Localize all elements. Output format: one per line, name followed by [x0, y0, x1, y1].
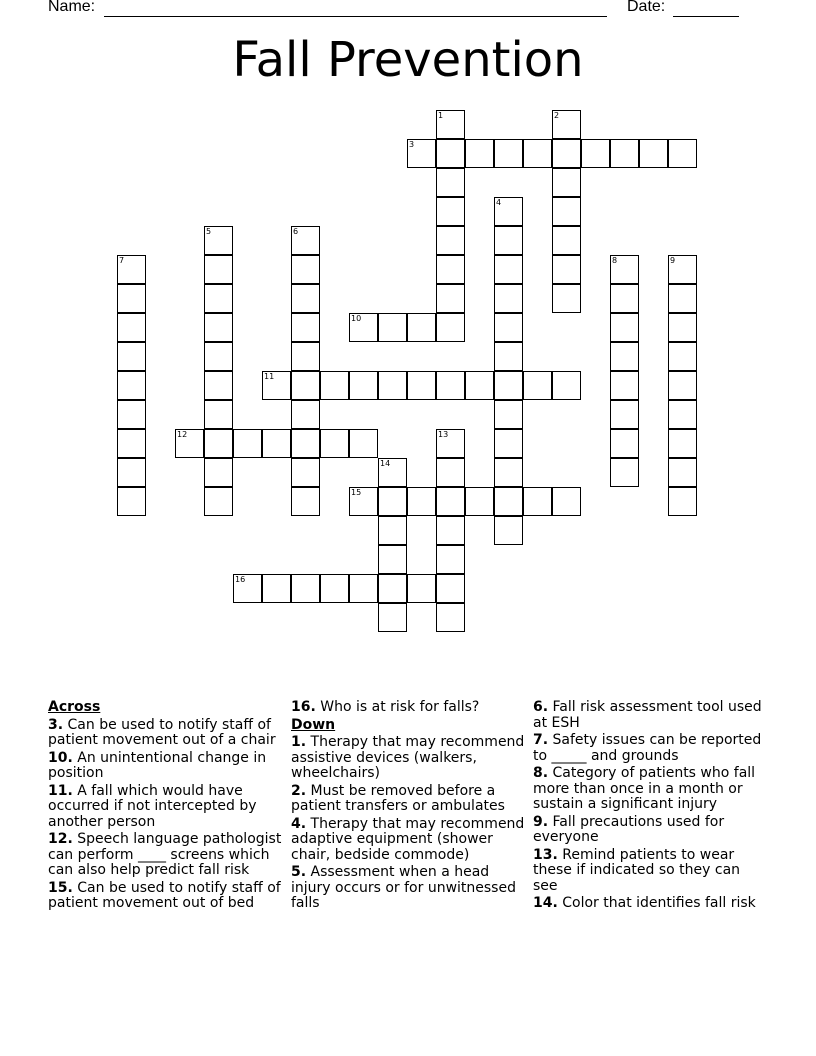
- grid-cell[interactable]: [320, 371, 349, 400]
- clue-number: 13: [438, 430, 449, 439]
- grid-cell[interactable]: [436, 284, 465, 313]
- grid-cell[interactable]: [668, 487, 697, 516]
- grid-cell[interactable]: [349, 429, 378, 458]
- clue-number: 4: [496, 198, 502, 207]
- grid-cell[interactable]: [378, 313, 407, 342]
- clue-down-4: 4. Therapy that may recommend adaptive equipment (shower chair, bedside commode): [291, 815, 525, 863]
- grid-cell[interactable]: [378, 371, 407, 400]
- grid-cell[interactable]: [204, 458, 233, 487]
- clue-across-3: 3. Can be used to notify staff of patient movement out of a chair: [48, 716, 276, 748]
- grid-cell[interactable]: [291, 313, 320, 342]
- grid-cell[interactable]: [204, 313, 233, 342]
- grid-cell[interactable]: [204, 342, 233, 371]
- grid-cell[interactable]: [668, 458, 697, 487]
- grid-cell[interactable]: [349, 574, 378, 603]
- clue-across-12: 12. Speech language pathologist can perform ____ screens which can also help predict fall risk: [48, 831, 282, 878]
- date-label: Date:: [627, 0, 666, 15]
- grid-cell[interactable]: [378, 487, 407, 516]
- grid-cell[interactable]: [523, 371, 552, 400]
- grid-cell[interactable]: [291, 400, 320, 429]
- grid-cell[interactable]: [291, 284, 320, 313]
- grid-cell[interactable]: [291, 371, 320, 400]
- grid-cell[interactable]: [668, 429, 697, 458]
- grid-cell[interactable]: [552, 197, 581, 226]
- grid-cell[interactable]: [117, 371, 146, 400]
- grid-cell[interactable]: [668, 139, 697, 168]
- clue-number: 9: [670, 256, 676, 265]
- grid-cell[interactable]: [407, 487, 436, 516]
- clue-across-15: 15. Can be used to notify staff of patient movement out of bed: [48, 879, 281, 911]
- grid-cell[interactable]: [117, 284, 146, 313]
- grid-cell[interactable]: [436, 487, 465, 516]
- grid-cell[interactable]: [494, 429, 523, 458]
- grid-cell[interactable]: [610, 371, 639, 400]
- grid-cell[interactable]: [523, 487, 552, 516]
- grid-cell[interactable]: [552, 139, 581, 168]
- grid-cell[interactable]: [436, 603, 465, 632]
- clue-number: 7: [119, 256, 125, 265]
- clue-number: 3: [409, 140, 415, 149]
- grid-cell[interactable]: [494, 516, 523, 545]
- clue-number: 10: [351, 314, 362, 323]
- grid-cell[interactable]: [117, 458, 146, 487]
- grid-cell[interactable]: [320, 429, 349, 458]
- clue-down-14: 14. Color that identifies fall risk: [533, 895, 756, 911]
- grid-cell[interactable]: [407, 313, 436, 342]
- grid-cell[interactable]: [436, 197, 465, 226]
- clue-across-10: 10. An unintentional change in position: [48, 749, 267, 781]
- grid-cell[interactable]: [436, 255, 465, 284]
- grid-cell[interactable]: [552, 226, 581, 255]
- grid-cell[interactable]: [552, 487, 581, 516]
- grid-cell[interactable]: [494, 487, 523, 516]
- grid-cell[interactable]: [291, 429, 320, 458]
- grid-cell[interactable]: [494, 139, 523, 168]
- grid-cell[interactable]: [117, 400, 146, 429]
- clue-number: 12: [177, 430, 188, 439]
- grid-cell[interactable]: [378, 516, 407, 545]
- clue-number: 6: [293, 227, 299, 236]
- grid-cell[interactable]: [494, 255, 523, 284]
- clue-down-6: 6. Fall risk assessment tool used at ESH: [533, 699, 762, 731]
- name-label: Name:: [48, 0, 96, 15]
- grid-cell[interactable]: [262, 574, 291, 603]
- clue-down-5: 5. Assessment when a head injury occurs or for unwitnessed falls: [291, 864, 516, 911]
- clue-down-9: 9. Fall precautions used for everyone: [533, 813, 725, 845]
- grid-cell[interactable]: [436, 545, 465, 574]
- clue-across-11: 11. A fall which would have occurred if not intercepted by another person: [48, 782, 257, 830]
- grid-cell[interactable]: [668, 342, 697, 371]
- grid-cell[interactable]: [117, 342, 146, 371]
- grid-cell[interactable]: [407, 574, 436, 603]
- grid-cell[interactable]: [436, 226, 465, 255]
- grid-cell[interactable]: [117, 487, 146, 516]
- clue-number: 8: [612, 256, 618, 265]
- grid-cell[interactable]: [494, 284, 523, 313]
- grid-cell[interactable]: [523, 139, 552, 168]
- grid-cell[interactable]: [436, 139, 465, 168]
- grid-cell[interactable]: [581, 139, 610, 168]
- across-heading: Across: [48, 699, 101, 715]
- grid-cell[interactable]: [610, 284, 639, 313]
- grid-cell[interactable]: [320, 574, 349, 603]
- grid-cell[interactable]: [494, 458, 523, 487]
- grid-cell[interactable]: [610, 313, 639, 342]
- grid-cell[interactable]: [436, 574, 465, 603]
- down-heading: Down: [291, 716, 336, 733]
- grid-cell[interactable]: [436, 458, 465, 487]
- grid-cell[interactable]: [378, 545, 407, 574]
- grid-cell[interactable]: [291, 574, 320, 603]
- grid-cell[interactable]: [465, 371, 494, 400]
- grid-cell[interactable]: [610, 429, 639, 458]
- clue-down-13: 13. Remind patients to wear these if indicated so they can see: [533, 846, 741, 894]
- grid-cell[interactable]: [610, 139, 639, 168]
- clue-down-8: 8. Category of patients who fall more than once in a month or sustain a significant injury: [533, 765, 756, 812]
- page-title: Fall Prevention: [232, 32, 584, 88]
- clue-down-7: 7. Safety issues can be reported to _____ and grounds: [533, 732, 762, 764]
- grid-cell[interactable]: [494, 400, 523, 429]
- grid-cell[interactable]: [117, 429, 146, 458]
- grid-cell[interactable]: [494, 313, 523, 342]
- grid-cell[interactable]: [204, 400, 233, 429]
- grid-cell[interactable]: [668, 371, 697, 400]
- grid-cell[interactable]: [668, 400, 697, 429]
- grid-cell[interactable]: [233, 429, 262, 458]
- grid-cell[interactable]: [552, 371, 581, 400]
- grid-cell[interactable]: [436, 168, 465, 197]
- grid-cell[interactable]: [378, 574, 407, 603]
- grid-cell[interactable]: [204, 487, 233, 516]
- grid-cell[interactable]: [610, 458, 639, 487]
- grid-cell[interactable]: [668, 284, 697, 313]
- grid-cell[interactable]: [117, 313, 146, 342]
- clue-number: 5: [206, 227, 212, 236]
- grid-cell[interactable]: [610, 400, 639, 429]
- clue-number: 15: [351, 488, 362, 497]
- grid-cell[interactable]: [494, 371, 523, 400]
- grid-cell[interactable]: [436, 516, 465, 545]
- clue-number: 1: [438, 111, 444, 120]
- clue-down-2: 2. Must be removed before a patient transfers or ambulates: [291, 782, 505, 814]
- clues-column-1: [48, 700, 288, 914]
- grid-cell[interactable]: [204, 429, 233, 458]
- grid-cell[interactable]: [407, 371, 436, 400]
- grid-cell[interactable]: [204, 255, 233, 284]
- grid-cell[interactable]: [291, 487, 320, 516]
- grid-cell[interactable]: [610, 342, 639, 371]
- clue-down-1: 1. Therapy that may recommend assistive devices (walkers, wheelchairs): [291, 734, 525, 781]
- grid-cell[interactable]: [552, 168, 581, 197]
- grid-cell[interactable]: [291, 342, 320, 371]
- clue-number: 11: [264, 372, 275, 381]
- grid-cell[interactable]: [436, 313, 465, 342]
- clue-number: 2: [554, 111, 560, 120]
- grid-cell[interactable]: [465, 487, 494, 516]
- clues-column-3: [533, 700, 763, 914]
- grid-cell[interactable]: [291, 458, 320, 487]
- grid-cell[interactable]: [465, 139, 494, 168]
- grid-cell[interactable]: [494, 342, 523, 371]
- grid-cell[interactable]: [668, 313, 697, 342]
- grid-cell[interactable]: [494, 226, 523, 255]
- grid-cell[interactable]: [262, 429, 291, 458]
- grid-cell[interactable]: [291, 255, 320, 284]
- grid-cell[interactable]: [552, 255, 581, 284]
- grid-cell[interactable]: [349, 371, 378, 400]
- grid-cell[interactable]: [639, 139, 668, 168]
- grid-cell[interactable]: [378, 603, 407, 632]
- clue-number: 16: [235, 575, 246, 584]
- grid-cell[interactable]: [436, 371, 465, 400]
- grid-cell[interactable]: [552, 284, 581, 313]
- grid-cell[interactable]: [204, 371, 233, 400]
- grid-cell[interactable]: [204, 284, 233, 313]
- clues-column-2: [291, 700, 531, 914]
- clue-across-16: 16. Who is at risk for falls?: [291, 699, 480, 715]
- clue-number: 14: [380, 459, 391, 468]
